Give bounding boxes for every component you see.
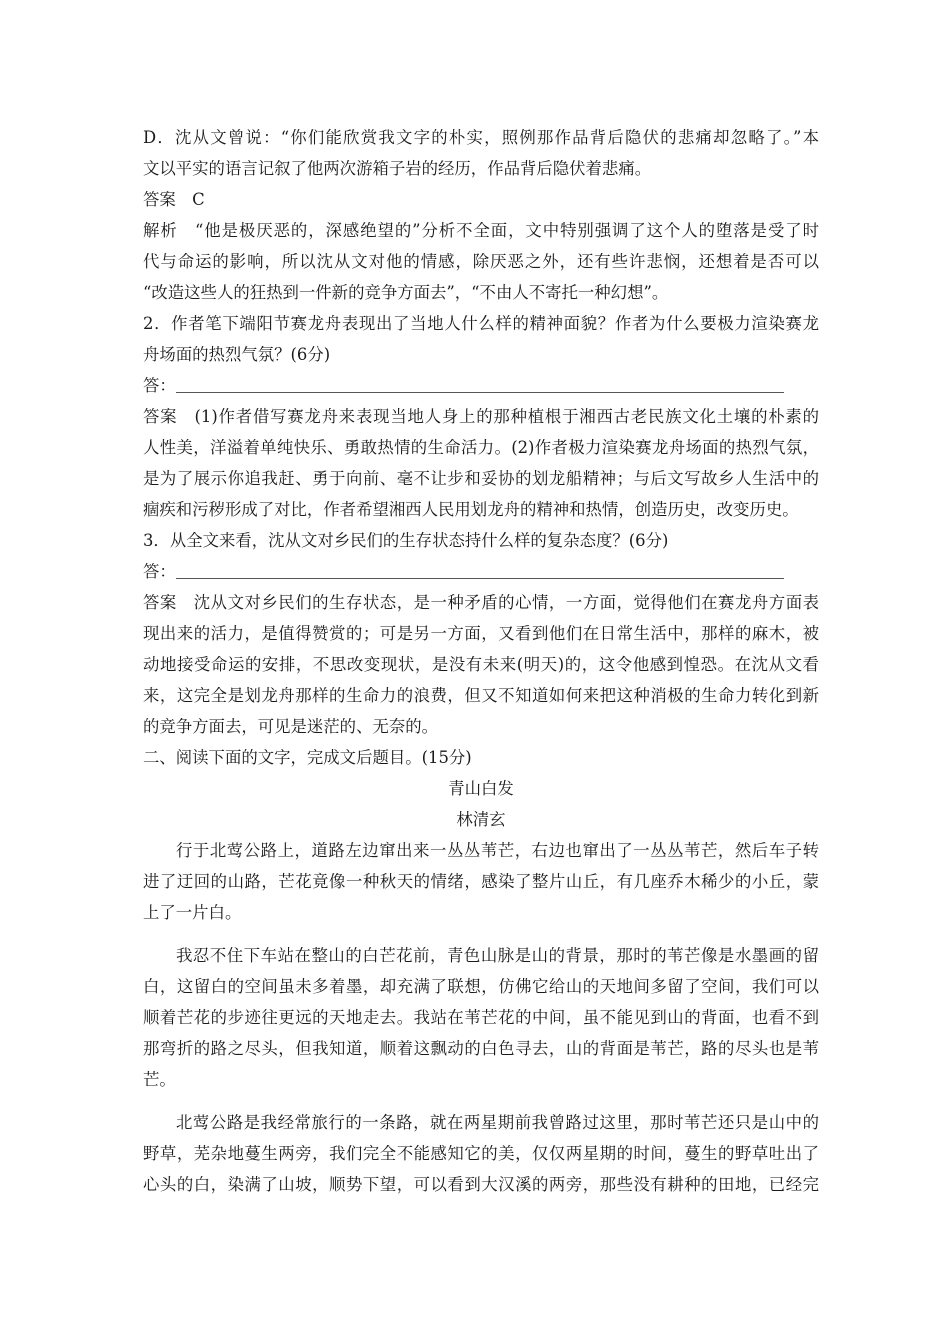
section-heading: 二、阅读下面的文字，完成文后题目。(15分): [143, 748, 472, 767]
article-paragraph: [143, 940, 819, 1095]
answer-blank-q2[interactable]: [143, 370, 819, 401]
text-line: 来，这完全是划龙舟那样的生命力的浪费，但又不知道如何来把这种消极的生命力转化到新: [143, 686, 819, 705]
text-line: 代与命运的影响，所以沈从文对他的情感，除厌恶之外，还有些许悲悯，还想着是否可以: [143, 252, 819, 271]
text-line: 白，这留白的空间虽未多着墨，却充满了联想，仿佛它给山的天地间多留了空间，我们可以: [143, 977, 819, 996]
document-page: [143, 122, 819, 1200]
option-d: [143, 122, 819, 184]
text-line: D．沈从文曾说：“你们能欣赏我文字的朴实，照例那作品背后隐伏的悲痛却忽略了。”本: [143, 128, 819, 147]
text-line: “改造这些人的狂热到一件新的竞争方面去”，“不由人不寄托一种幻想”。: [143, 283, 669, 302]
text-line: 现出来的活力，是值得赞赏的；可是另一方面，又看到他们在日常生活中，那样的麻木，被: [143, 624, 819, 643]
paragraph-gap: [143, 1095, 819, 1107]
text-line: 2．作者笔下端阳节赛龙舟表现出了当地人什么样的精神面貌？作者为什么要极力渲染赛龙: [143, 314, 819, 333]
text-line: 上了一片白。: [143, 903, 242, 922]
answer-key: 答案 C: [143, 190, 205, 209]
text-line: 顺着芒花的步迹往更远的天地走去。我站在苇芒花的中间，虽不能见到山的背面，也看不到: [143, 1008, 819, 1027]
analysis: [143, 215, 819, 308]
article-paragraph: [143, 835, 819, 928]
text-line: 答案 沈从文对乡民们的生存状态，是一种矛盾的心情，一方面，觉得他们在赛龙舟方面表: [143, 593, 819, 612]
answer-underline: [176, 392, 784, 393]
text-line: 的竞争方面去，可见是迷茫的、无奈的。: [143, 717, 439, 736]
article-paragraph: [143, 1107, 819, 1200]
text-line: 我忍不住下车站在整山的白芒花前，青色山脉是山的背景，那时的苇芒像是水墨画的留: [176, 946, 819, 965]
answer-q3: [143, 587, 819, 742]
text-line: 那弯折的路之尽头，但我知道，顺着这飘动的白色寻去，山的背面是苇芒，路的尽头也是苇: [143, 1039, 819, 1058]
text-line: 是为了展示你追我赶、勇于向前、毫不让步和妥协的划龙船精神；与后文写故乡人生活中的: [143, 469, 819, 488]
question-3: 3．从全文来看，沈从文对乡民们的生存状态持什么样的复杂态度？(6分): [143, 531, 669, 550]
text-line: 野草，芜杂地蔓生两旁，我们完全不能感知它的美，仅仅两星期的时间，蔓生的野草吐出了: [143, 1144, 819, 1163]
answer-prompt: 答：: [143, 376, 176, 395]
text-line: 芒。: [143, 1070, 176, 1089]
text-line: 动地接受命运的安排，不思改变现状，是没有未来(明天)的，这令他感到惶恐。在沈从文看: [143, 655, 819, 674]
text-line: 痼疾和污秽形成了对比，作者希望湘西人民用划龙舟的精神和热情，创造历史，改变历史。: [143, 500, 799, 519]
text-line: 答案 (1)作者借写赛龙舟来表现当地人身上的那种植根于湘西古老民族文化土壤的朴素的: [143, 407, 819, 426]
text-line: 舟场面的热烈气氛？(6分): [143, 345, 331, 364]
paragraph-gap: [143, 928, 819, 940]
text-line: 人性美，洋溢着单纯快乐、勇敢热情的生命活力。(2)作者极力渲染赛龙舟场面的热烈气氛，: [143, 438, 819, 457]
article-title: 青山白发: [448, 779, 514, 798]
answer-underline: [176, 578, 784, 579]
text-line: 文以平实的语言记叙了他两次游箱子岩的经历，作品背后隐伏着悲痛。: [143, 159, 652, 178]
text-line: 心头的白，染满了山坡，顺势下望，可以看到大汉溪的两旁，那些没有耕种的田地，已经完: [143, 1175, 819, 1194]
question-2: [143, 308, 819, 370]
text-line: 北莺公路是我经常旅行的一条路，就在两星期前我曾路过这里，那时苇芒还只是山中的: [176, 1113, 819, 1132]
answer-blank-q3[interactable]: [143, 556, 819, 587]
answer-prompt: 答：: [143, 562, 176, 581]
text-line: 进了迂回的山路，芒花竟像一种秋天的情绪，感染了整片山丘，有几座乔木稀少的小丘，蒙: [143, 872, 819, 891]
text-line: 行于北莺公路上，道路左边窜出来一丛丛苇芒，右边也窜出了一丛丛苇芒，然后车子转: [176, 841, 819, 860]
text-line: 解析 “他是极厌恶的，深感绝望的”分析不全面，文中特别强调了这个人的堕落是受了时: [143, 221, 819, 240]
article-author: 林清玄: [456, 810, 506, 829]
answer-q2: [143, 401, 819, 525]
